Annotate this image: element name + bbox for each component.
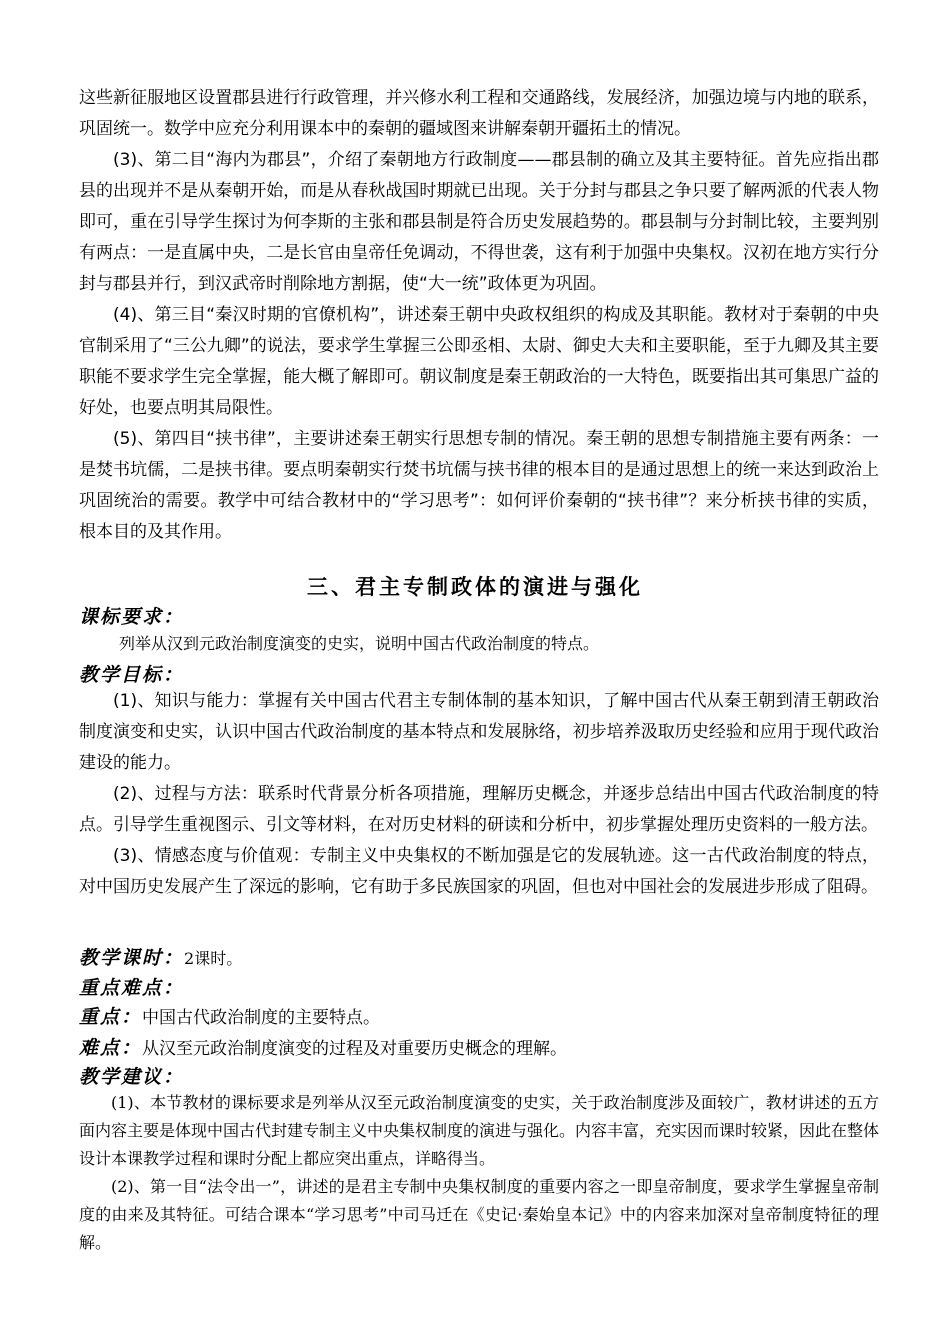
paragraph-point-5: (5)、第四目“挟书律”，主要讲述秦王朝实行思想专制的情况。秦王朝的思想专制措施主要有两条：一是焚书坑儒，二是挟书律。要点明秦朝实行焚书坑儒与挟书律的根本目的是通过思想上的统一来达到政治上巩固统治的需要。教学中可结合教材中的“学习思考”：如何评价秦朝的“挟书律”？来分析挟书律的实质，根本目的及其作用。 (79, 429, 879, 542)
curriculum-heading: 课标要求： (79, 606, 185, 628)
difficult-point-heading: 难点： (79, 1037, 143, 1059)
top-section (79, 83, 879, 548)
difficult-point-line (79, 1033, 879, 1065)
suggestions-list (79, 1089, 879, 1257)
key-point-heading: 重点： (79, 1006, 143, 1028)
key-difficult-heading: 重点难点： (79, 977, 185, 999)
objectives-heading: 教学目标： (79, 664, 185, 686)
hours-heading: 教学课时： (79, 947, 185, 969)
difficult-point-text: 从汉至元政治制度演变的过程及对重要历史概念的理解。 (142, 1039, 568, 1059)
paragraph-continuation: 这些新征服地区设置郡县进行行政管理，并兴修水利工程和交通路线，发展经济，加强边境与内地的联系，巩固统一。数学中应充分利用课本中的秦朝的疆域图来讲解秦朝开疆拓土的情况。 (79, 88, 879, 139)
objective-item: (1)、知识与能力：掌握有关中国古代君主专制体制的基本知识，了解中国古代从秦王朝到清王朝政治制度演变和史实，认识中国古代政治制度的基本特点和发展脉络，初步培养汲取历史经验和应用于现代政治建设的能力。 (79, 691, 879, 773)
objective-item: (3)、情感态度与价值观：专制主义中央集权的不断加强是它的发展轨迹。这一古代政治制度的特点，对中国历史发展产生了深远的影响，它有助于多民族国家的巩固，但也对中国社会的发展进步形成了阻碍。 (79, 846, 879, 897)
hours-text: 2课时。 (184, 949, 243, 968)
suggestion-item: (2)、第一目“法令出一”，讲述的是君主专制中央集权制度的重要内容之一即皇帝制度，要求学生掌握皇帝制度的由来及其特征。可结合课本“学习思考”中司马迁在《史记·秦始皇本记》中的内容来加深对皇帝制度特征的理解。 (79, 1177, 879, 1252)
key-point-text: 中国古代政治制度的主要特点。 (142, 1008, 381, 1028)
key-point-line (79, 1002, 879, 1034)
section-title: 三、君主专制政体的演进与强化 (307, 574, 643, 599)
suggestion-item: (1)、本节教材的课标要求是列举从汉至元政治制度演变的史实，关于政治制度涉及面较广，教材讲述的五方面内容主要是体现中国古代封建专制主义中央集权制度的演进与强化。内容丰富，充实因而课时较紧，因此在整体设计本课教学过程和课时分配上都应突出重点，详略得当。 (79, 1093, 880, 1168)
hours-line (79, 943, 879, 973)
paragraph-point-3: (3)、第二目“海内为郡县”，介绍了秦朝地方行政制度——郡县制的确立及其主要特征。首先应指出郡县的出现并不是从秦朝开始，而是从春秋战国时期就已出现。关于分封与郡县之争只要了解两派的代表人物即可，重在引导学生探讨为何李斯的主张和郡县制是符合历史发展趋势的。郡县制与分封制比较，主要判别有两点：一是直属中央，二是长官由皇帝任免调动，不得世袭，这有利于加强中央集权。汉初在地方实行分封与郡县并行，到汉武帝时削除地方割据，使“大一统”政体更为巩固。 (79, 150, 879, 294)
objectives-list (79, 686, 879, 903)
objective-item: (2)、过程与方法：联系时代背景分析各项措施，理解历史概念，并逐步总结出中国古代政治制度的特点。引导学生重视图示、引文等材料，在对历史材料的研读和分析中，初步掌握处理历史资料的一般方法。 (79, 784, 879, 835)
suggestions-heading: 教学建议： (79, 1066, 185, 1088)
curriculum-text: 列举从汉到元政治制度演变的史实，说明中国古代政治制度的特点。 (119, 634, 600, 653)
paragraph-point-4: (4)、第三目“秦汉时期的官僚机构”，讲述秦王朝中央政权组织的构成及其职能。教材对于秦朝的中央官制采用了“三公九卿”的说法，要求学生掌握三公即丞相、太尉、御史大夫和主要职能，至于九卿及其主要职能不要求学生完全掌握，能大概了解即可。朝议制度是秦王朝政治的一大特色，既要指出其可集思广益的好处，也要点明其局限性。 (79, 305, 879, 418)
